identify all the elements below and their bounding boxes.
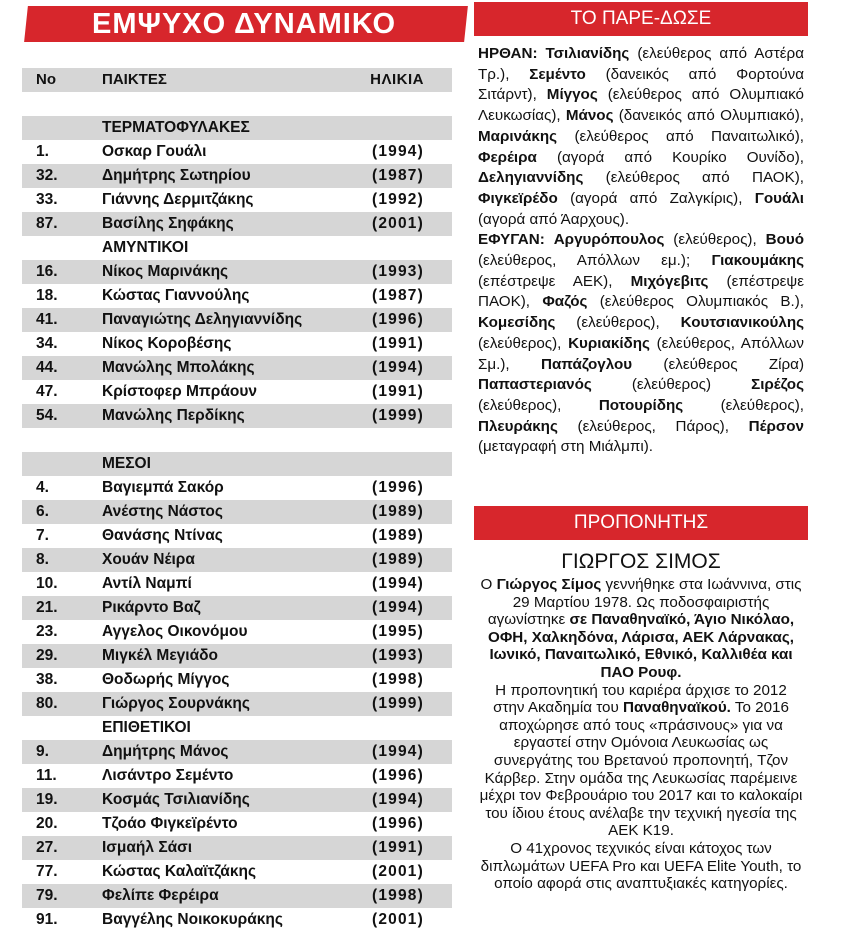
coach-bio	[478, 576, 804, 893]
table-row: 11. Λισάντρο Σεμέντο (1996)	[22, 764, 452, 788]
spacer	[22, 428, 452, 452]
section-goalkeepers: ΤΕΡΜΑΤΟΦΥΛΑΚΕΣ	[22, 116, 452, 140]
table-row: 18. Κώστας Γιαννούλης (1987)	[22, 284, 452, 308]
table-row: 54. Μανώλης Περδίκης (1999)	[22, 404, 452, 428]
table-row: 19. Κοσμάς Τσιλιανίδης (1994)	[22, 788, 452, 812]
spacer	[22, 92, 452, 116]
table-row: 1. Οσκαρ Γουάλι (1994)	[22, 140, 452, 164]
table-row: 33. Γιάννης Δερμιτζάκης (1992)	[22, 188, 452, 212]
table-row: 34. Νίκος Κοροβέσης (1991)	[22, 332, 452, 356]
coach-name: ΓΙΩΡΓΟΣ ΣΙΜΟΣ	[561, 550, 721, 573]
roster-table	[22, 68, 452, 932]
section-forwards: ΕΠΙΘΕΤΙΚΟΙ	[22, 716, 452, 740]
table-row: 41. Παναγιώτης Δεληγιαννίδης (1996)	[22, 308, 452, 332]
table-row: 21. Ρικάρντο Βαζ (1994)	[22, 596, 452, 620]
bio-paragraph: Ο 41χρονος τεχνικός είναι κάτοχος των διπλωμάτων UEFA Pro και UEFA Elite Youth, το οποίο αφορά στις αναπτυξιακές κατηγορίες.	[480, 839, 802, 893]
section-midfielders: ΜΕΣΟΙ	[22, 452, 452, 476]
table-row: 7. Θανάσης Ντίνας (1989)	[22, 524, 452, 548]
table-row: 32. Δημήτρης Σωτηρίου (1987)	[22, 164, 452, 188]
table-row: 38. Θοδωρής Μίγγος (1998)	[22, 668, 452, 692]
table-row: 4. Βαγιεμπά Σακόρ (1996)	[22, 476, 452, 500]
transfers-text: ΗΡΘΑΝ: Τσιλιανίδης (ελεύθερος από Αστέρα Τρ.), Σεμέντο (δανεικός από Φορτούνα Σιτάρντ), Μίγγος (ελεύθερος από Ολυμπιακό Λευκωσίας), Μάνος (δανεικός από Ολυμπιακό), Μαρινάκης (ελεύθερος από Παναιτωλικό), Φερέιρα (αγορά από Κουρίκο Ουνίδο), Δεληγιαννίδης (ελεύθερος από ΠΑΟΚ), Φιγκεϊρέδο (αγορά από Ζαλγκίρις), Γουάλι (αγορά από Άαρχους). ΕΦΥΓΑΝ: Αργυρόπουλος (ελεύθερος), Βουό (ελεύθερος, Απόλλων εμ.); Γιακουμάκης (επέστρεψε ΑΕΚ), Μιχόγεβιτς (επέστρεψε ΠΑΟΚ), Φαζός (ελεύθερος Ολυμπιακός Β.), Κομεσίδης (ελεύθερος), Κουτσιανικούλης (ελεύθερος), Κυριακίδης (ελεύθερος, Απόλλων Σμ.), Παπάζογλου (ελεύθερος Ζίρα) Παπαστεριανός (ελεύθερος) Σιρέζος (ελεύθερος), Ποτουρίδης (ελεύθερος), Πλευράκης (ελεύθερος, Πάρος), Πέρσον (μεταγραφή στη Μιάλμπι).	[478, 45, 804, 456]
table-row: 44. Μανώλης Μπολάκης (1994)	[22, 356, 452, 380]
table-row: 80. Γιώργος Σουρνάκης (1999)	[22, 692, 452, 716]
roster-title: ΕΜΨΥΧΟ ΔΥΝΑΜΙΚΟ	[24, 6, 468, 42]
table-row: 16. Νίκος Μαρινάκης (1993)	[22, 260, 452, 284]
header-players: ΠΑΙΚΤΕΣ	[102, 71, 167, 88]
roster-header	[22, 68, 452, 92]
table-row: 77. Κώστας Καλαϊτζάκης (2001)	[22, 860, 452, 884]
table-row: 27. Ισμαήλ Σάσι (1991)	[22, 836, 452, 860]
section-defenders: ΑΜΥΝΤΙΚΟΙ	[22, 236, 452, 260]
table-row: 20. Τζοάο Φιγκεϊρέντο (1996)	[22, 812, 452, 836]
transfers-title: ΤΟ ΠΑΡΕ-ΔΩΣΕ	[474, 2, 808, 36]
bio-paragraph: Η προπονητική του καριέρα άρχισε το 2012 στην Ακαδημία του Παναθηναϊκού. Το 2016 αποχώρησε από τους «πράσινους» για να εργαστεί στην Ομόνοια Λευκωσίας ως συνεργάτης του Βρετανού προπονητή, Τζον Κάρβερ. Στην ομάδα της Λευκωσίας παρέμεινε μέχρι τον Φεβρουάριο του 2017 και το καλοκαίρι του ίδιου έτους ανέλαβε την τεχνική ηγεσία της ΑΕΚ Κ19.	[479, 681, 803, 840]
table-row: 8. Χουάν Νέιρα (1989)	[22, 548, 452, 572]
table-row: 10. Αντίλ Ναμπί (1994)	[22, 572, 452, 596]
table-row: 9. Δημήτρης Μάνος (1994)	[22, 740, 452, 764]
roster-panel	[22, 0, 452, 938]
table-row: 6. Ανέστης Νάστος (1989)	[22, 500, 452, 524]
header-age: ΗΛΙΚΙΑ	[370, 71, 424, 88]
table-row: 29. Μιγκέλ Μεγιάδο (1993)	[22, 644, 452, 668]
coach-title: ΠΡΟΠΟΝΗΤΗΣ	[474, 506, 808, 540]
table-row: 79. Φελίπε Φερέιρα (1998)	[22, 884, 452, 908]
table-row: 87. Βασίλης Σηφάκης (2001)	[22, 212, 452, 236]
table-row: 47. Κρίστοφερ Μπράουν (1991)	[22, 380, 452, 404]
table-row: 23. Αγγελος Οικονόμου (1995)	[22, 620, 452, 644]
header-no: No	[36, 71, 56, 88]
table-row: 91. Βαγγέλης Νοικοκυράκης (2001)	[22, 908, 452, 932]
departures-label: ΕΦΥΓΑΝ:	[478, 231, 545, 249]
arrivals-label: ΗΡΘΑΝ:	[478, 45, 538, 62]
bio-paragraph: Ο Γιώργος Σίμος γεννήθηκε στα Ιωάννινα, στις 29 Μαρτίου 1978. Ως ποδοσφαιριστής αγωνίστηκε σε Παναθηναϊκό, Άγιο Νικόλαο, ΟΦΗ, Χαλκηδόνα, Λάρισα, ΑΕΚ Λάρνακας, Ιωνικό, Παναιτωλικό, Εθνικό, Καλλιθέα και ΠΑΟ Ρουφ.	[480, 576, 802, 681]
